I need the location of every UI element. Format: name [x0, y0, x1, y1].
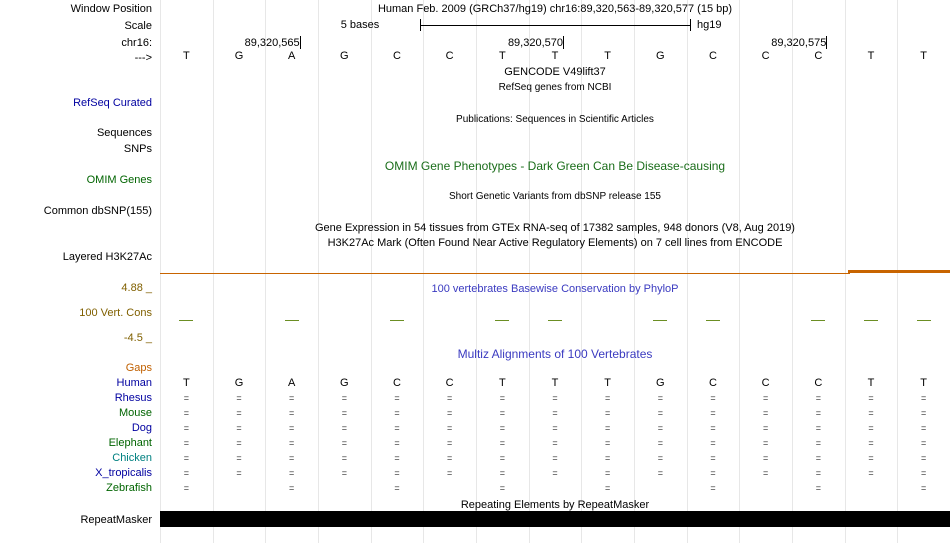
multiz-align-mark: =: [447, 408, 453, 418]
track-title-repeatmasker: Repeating Elements by RepeatMasker: [460, 499, 650, 511]
multiz-human-base: G: [656, 377, 665, 389]
multiz-align-mark: =: [657, 393, 663, 403]
conservation-tick: [811, 320, 825, 321]
multiz-align-mark: =: [815, 393, 821, 403]
multiz-align-mark: =: [289, 453, 295, 463]
sequence-base: C: [709, 50, 717, 62]
sequence-base: C: [445, 50, 454, 62]
scale-bar: [420, 25, 690, 26]
track-subtitle-h3k27ac: H3K27Ac Mark (Often Found Near Active Regulatory Elements) on 7 cell lines from ENCODE: [327, 237, 783, 249]
sequence-base: C: [814, 50, 823, 62]
track-title-publications: Publications: Sequences in Scientific Articles: [456, 114, 654, 125]
conservation-tick: [864, 320, 878, 321]
multiz-align-mark: =: [289, 483, 295, 493]
multiz-align-mark: =: [868, 408, 874, 418]
multiz-align-mark: =: [763, 393, 769, 403]
multiz-align-mark: =: [499, 408, 505, 418]
multiz-align-mark: =: [815, 438, 821, 448]
window-position-label: Window Position: [70, 3, 152, 15]
multiz-human-base: T: [920, 377, 928, 389]
multiz-align-mark: =: [657, 423, 663, 433]
multiz-align-mark: =: [289, 438, 295, 448]
multiz-human-base: C: [445, 377, 454, 389]
multiz-align-mark: =: [605, 393, 611, 403]
ruler-tick: [563, 36, 564, 49]
track-title-multiz: Multiz Alignments of 100 Vertebrates: [457, 347, 653, 361]
ruler-tick-label: 89,320,570: [507, 37, 563, 49]
multiz-align-mark: =: [552, 453, 558, 463]
track-title-phylop: 100 vertebrates Basewise Conservation by PhyloP: [431, 283, 679, 295]
strand-label: --->: [134, 52, 152, 64]
multiz-human-base: C: [761, 377, 770, 389]
multiz-align-mark: =: [763, 468, 769, 478]
multiz-align-mark: =: [499, 438, 505, 448]
track-label-refseq-curated[interactable]: RefSeq Curated: [73, 97, 152, 109]
multiz-align-mark: =: [289, 423, 295, 433]
multiz-human-base: T: [498, 377, 506, 389]
multiz-species-label[interactable]: Rhesus: [114, 392, 152, 404]
multiz-align-mark: =: [815, 453, 821, 463]
track-subtitle-gencode: RefSeq genes from NCBI: [498, 82, 612, 93]
multiz-align-mark: =: [394, 468, 400, 478]
conservation-tick: [917, 320, 931, 321]
multiz-align-mark: =: [763, 438, 769, 448]
track-label-snps[interactable]: SNPs: [123, 143, 152, 155]
sequence-base: T: [920, 50, 928, 62]
multiz-align-mark: =: [605, 438, 611, 448]
sequence-base: G: [234, 50, 244, 62]
multiz-align-mark: =: [236, 453, 242, 463]
multiz-align-mark: =: [183, 483, 189, 493]
multiz-human-base: G: [340, 377, 349, 389]
track-label-gaps[interactable]: Gaps: [125, 362, 152, 374]
multiz-human-base: T: [867, 377, 875, 389]
conservation-tick: [285, 320, 299, 321]
multiz-align-mark: =: [763, 408, 769, 418]
multiz-align-mark: =: [710, 408, 716, 418]
multiz-align-mark: =: [815, 468, 821, 478]
conservation-tick: [179, 320, 193, 321]
multiz-align-mark: =: [552, 438, 558, 448]
multiz-align-mark: =: [236, 468, 242, 478]
conservation-tick: [390, 320, 404, 321]
multiz-align-mark: =: [499, 423, 505, 433]
multiz-human-base: C: [709, 377, 717, 389]
ruler-tick: [300, 36, 301, 49]
scale-bar-tick-right: [690, 19, 691, 31]
multiz-align-mark: =: [394, 408, 400, 418]
h3k27ac-baseline: [160, 273, 850, 274]
multiz-align-mark: =: [921, 423, 927, 433]
multiz-align-mark: =: [605, 453, 611, 463]
multiz-align-mark: =: [394, 438, 400, 448]
multiz-align-mark: =: [236, 423, 242, 433]
multiz-align-mark: =: [341, 438, 347, 448]
multiz-align-mark: =: [710, 393, 716, 403]
track-title-gtex: Gene Expression in 54 tissues from GTEx RNA-seq of 17382 samples, 948 donors (V8, Aug 2019): [315, 222, 795, 234]
track-label-omim-genes[interactable]: OMIM Genes: [86, 174, 152, 186]
multiz-human-base: T: [182, 377, 190, 389]
multiz-align-mark: =: [341, 393, 347, 403]
track-label-repeatmasker[interactable]: RepeatMasker: [80, 514, 152, 526]
sequence-base: T: [498, 50, 506, 62]
multiz-align-mark: =: [289, 393, 295, 403]
multiz-align-mark: =: [394, 393, 400, 403]
multiz-align-mark: =: [447, 423, 453, 433]
multiz-align-mark: =: [552, 393, 558, 403]
multiz-align-mark: =: [763, 423, 769, 433]
ruler-tick: [826, 36, 827, 49]
multiz-align-mark: =: [710, 423, 716, 433]
window-position-value: Human Feb. 2009 (GRCh37/hg19) chr16:89,320,563-89,320,577 (15 bp): [377, 3, 733, 15]
multiz-align-mark: =: [921, 453, 927, 463]
multiz-align-mark: =: [552, 468, 558, 478]
multiz-align-mark: =: [605, 483, 611, 493]
multiz-align-mark: =: [341, 423, 347, 433]
multiz-align-mark: =: [815, 483, 821, 493]
multiz-align-mark: =: [657, 408, 663, 418]
multiz-align-mark: =: [763, 453, 769, 463]
multiz-align-mark: =: [710, 438, 716, 448]
scale-bar-tick-left: [420, 19, 421, 31]
multiz-align-mark: =: [341, 453, 347, 463]
multiz-align-mark: =: [921, 393, 927, 403]
multiz-align-mark: =: [921, 438, 927, 448]
multiz-align-mark: =: [183, 468, 189, 478]
multiz-align-mark: =: [183, 393, 189, 403]
conservation-min-label: -4.5 _: [123, 332, 152, 344]
multiz-align-mark: =: [657, 453, 663, 463]
conservation-tick: [548, 320, 562, 321]
multiz-align-mark: =: [815, 423, 821, 433]
multiz-species-label[interactable]: Human: [116, 377, 152, 389]
multiz-align-mark: =: [868, 423, 874, 433]
multiz-human-base: G: [234, 377, 244, 389]
multiz-align-mark: =: [499, 393, 505, 403]
ruler-tick-label: 89,320,565: [244, 37, 300, 49]
multiz-align-mark: =: [605, 468, 611, 478]
scale-value: 5 bases: [340, 19, 380, 31]
track-title-dbsnp: Short Genetic Variants from dbSNP release 155: [449, 191, 661, 202]
multiz-align-mark: =: [447, 468, 453, 478]
chrom-label: chr16:: [121, 37, 152, 49]
multiz-align-mark: =: [710, 468, 716, 478]
track-title-omim: OMIM Gene Phenotypes - Dark Green Can Be Disease-causing: [384, 159, 726, 173]
sequence-base: C: [761, 50, 770, 62]
multiz-species-label[interactable]: Chicken: [112, 452, 152, 464]
sequence-base: A: [287, 50, 296, 62]
multiz-align-mark: =: [868, 393, 874, 403]
repeatmasker-bar: [160, 511, 950, 527]
multiz-human-base: A: [287, 377, 296, 389]
track-label-common-dbsnp[interactable]: Common dbSNP(155): [43, 205, 152, 217]
multiz-align-mark: =: [183, 438, 189, 448]
sequence-base: G: [656, 50, 665, 62]
multiz-align-mark: =: [499, 453, 505, 463]
multiz-align-mark: =: [394, 423, 400, 433]
assembly-tag: hg19: [697, 19, 722, 31]
track-label-sequences[interactable]: Sequences: [96, 127, 152, 139]
h3k27ac-signal: [848, 270, 950, 273]
scale-label: Scale: [124, 20, 152, 32]
multiz-human-base: T: [604, 377, 612, 389]
multiz-align-mark: =: [236, 438, 242, 448]
multiz-align-mark: =: [289, 408, 295, 418]
conservation-tick: [495, 320, 509, 321]
multiz-align-mark: =: [868, 453, 874, 463]
sequence-base: T: [551, 50, 559, 62]
multiz-align-mark: =: [341, 468, 347, 478]
multiz-align-mark: =: [236, 408, 242, 418]
multiz-align-mark: =: [447, 438, 453, 448]
conservation-tick: [706, 320, 720, 321]
multiz-align-mark: =: [394, 483, 400, 493]
multiz-align-mark: =: [921, 483, 927, 493]
multiz-align-mark: =: [447, 393, 453, 403]
multiz-align-mark: =: [605, 423, 611, 433]
multiz-align-mark: =: [921, 468, 927, 478]
multiz-align-mark: =: [868, 468, 874, 478]
multiz-align-mark: =: [341, 408, 347, 418]
multiz-align-mark: =: [499, 483, 505, 493]
ruler-tick-label: 89,320,575: [771, 37, 827, 49]
sequence-base: T: [182, 50, 190, 62]
multiz-align-mark: =: [289, 468, 295, 478]
multiz-species-label[interactable]: Dog: [131, 422, 152, 434]
track-label-layered-h3k27ac[interactable]: Layered H3K27Ac: [62, 251, 152, 263]
multiz-align-mark: =: [183, 453, 189, 463]
sequence-base: C: [393, 50, 401, 62]
multiz-align-mark: =: [183, 423, 189, 433]
sequence-base: G: [340, 50, 349, 62]
multiz-species-label[interactable]: Zebrafish: [106, 482, 152, 494]
multiz-human-base: C: [814, 377, 823, 389]
multiz-align-mark: =: [552, 423, 558, 433]
sequence-base: T: [867, 50, 875, 62]
multiz-align-mark: =: [710, 453, 716, 463]
multiz-align-mark: =: [657, 468, 663, 478]
multiz-align-mark: =: [868, 438, 874, 448]
multiz-align-mark: =: [921, 408, 927, 418]
multiz-align-mark: =: [605, 408, 611, 418]
track-title-gencode: GENCODE V49lift37: [504, 66, 606, 78]
conservation-max-label: 4.88 _: [121, 282, 152, 294]
multiz-align-mark: =: [183, 408, 189, 418]
multiz-align-mark: =: [657, 438, 663, 448]
multiz-species-label[interactable]: X_tropicalis: [95, 467, 152, 479]
multiz-human-base: C: [393, 377, 401, 389]
multiz-align-mark: =: [552, 408, 558, 418]
conservation-tick: [653, 320, 667, 321]
multiz-species-label[interactable]: Elephant: [108, 437, 152, 449]
track-label-100-vert-cons[interactable]: 100 Vert. Cons: [79, 307, 152, 319]
multiz-human-base: T: [551, 377, 559, 389]
multiz-align-mark: =: [499, 468, 505, 478]
multiz-align-mark: =: [710, 483, 716, 493]
multiz-align-mark: =: [236, 393, 242, 403]
sequence-base: T: [604, 50, 612, 62]
multiz-align-mark: =: [815, 408, 821, 418]
multiz-align-mark: =: [447, 453, 453, 463]
multiz-species-label[interactable]: Mouse: [118, 407, 152, 419]
multiz-align-mark: =: [394, 453, 400, 463]
